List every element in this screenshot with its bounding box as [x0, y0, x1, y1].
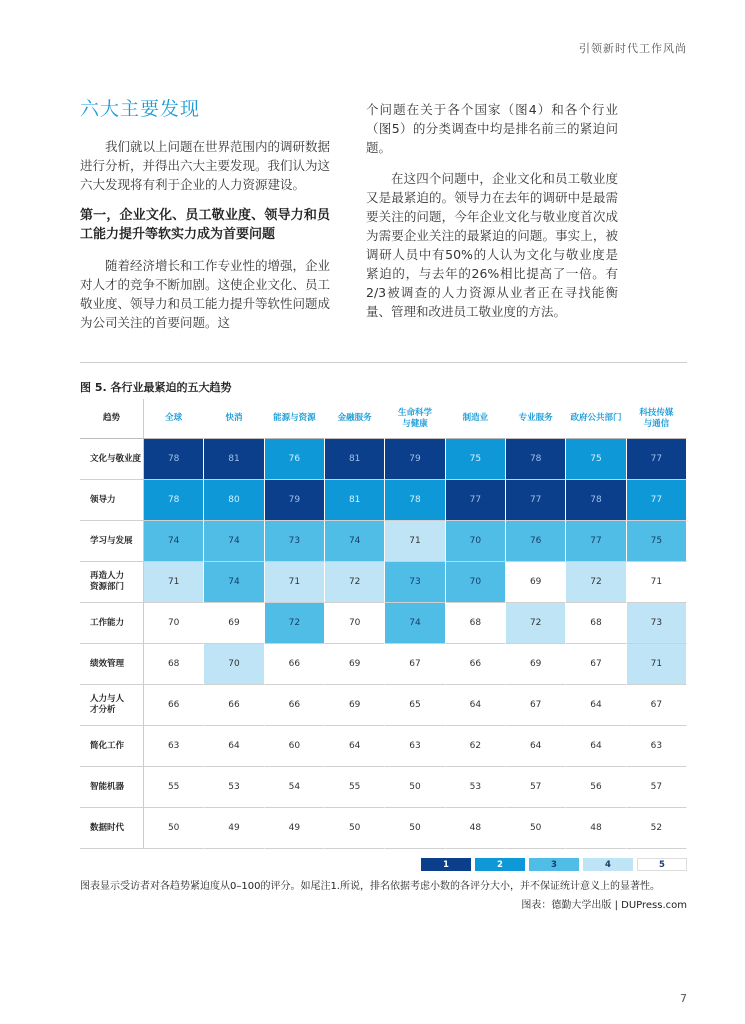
heatmap-cell: 55	[144, 767, 204, 808]
heatmap-cell: 79	[385, 439, 445, 480]
heatmap-cell: 60	[265, 726, 325, 767]
row-header: 领导力	[80, 480, 144, 521]
heatmap-cell: 67	[627, 685, 687, 726]
heatmap-cell: 75	[566, 439, 626, 480]
heatmap-cell: 50	[325, 808, 385, 849]
column-header: 政府公共部门	[566, 399, 626, 439]
heatmap-cell: 71	[144, 562, 204, 603]
right-paragraph-1: 个问题在关于各个国家（图4）和各个行业（图5）的分类调查中均是排名前三的紧迫问题。	[366, 102, 618, 155]
heatmap-cell: 81	[325, 480, 385, 521]
heatmap-cell: 70	[446, 562, 506, 603]
heatmap-cell: 69	[325, 644, 385, 685]
heatmap-cell: 74	[204, 562, 264, 603]
heatmap-cell: 73	[385, 562, 445, 603]
subheading: 第一，企业文化、员工敬业度、领导力和员工能力提升等软实力成为首要问题	[80, 208, 330, 242]
heatmap-cell: 56	[566, 767, 626, 808]
row-header: 学习与发展	[80, 521, 144, 562]
heatmap-cell: 75	[627, 521, 687, 562]
heatmap-cell: 64	[566, 726, 626, 767]
heatmap-cell: 57	[627, 767, 687, 808]
heatmap-cell: 64	[506, 726, 566, 767]
heatmap-cell: 65	[385, 685, 445, 726]
divider	[80, 362, 687, 363]
heatmap-cell: 52	[627, 808, 687, 849]
heatmap-cell: 78	[144, 439, 204, 480]
heatmap-cell: 71	[385, 521, 445, 562]
heatmap-table	[80, 399, 687, 849]
heatmap-cell: 70	[144, 603, 204, 644]
row-header: 绩效管理	[80, 644, 144, 685]
heatmap-cell: 68	[566, 603, 626, 644]
heatmap-cell: 81	[325, 439, 385, 480]
heatmap-cell: 50	[385, 808, 445, 849]
right-column	[366, 100, 618, 333]
heatmap-cell: 79	[265, 480, 325, 521]
heatmap-cell: 71	[627, 562, 687, 603]
column-header: 专业服务	[506, 399, 566, 439]
heatmap-cell: 76	[506, 521, 566, 562]
heatmap-cell: 66	[265, 685, 325, 726]
heatmap-cell: 81	[204, 439, 264, 480]
heatmap-cell: 68	[144, 644, 204, 685]
row-header: 工作能力	[80, 603, 144, 644]
left-paragraph-2: 随着经济增长和工作专业性的增强，企业对人才的竞争不断加剧。这使企业文化、员工敬业度、领导力和员工能力提升等软性问题成为公司关注的首要问题。这	[80, 258, 331, 330]
heatmap-cell: 78	[506, 439, 566, 480]
heatmap-cell: 62	[446, 726, 506, 767]
row-header: 智能机器	[80, 767, 144, 808]
heatmap-cell: 69	[506, 644, 566, 685]
legend-swatch: 2	[475, 858, 525, 871]
heatmap-cell: 48	[446, 808, 506, 849]
legend-swatch: 4	[583, 858, 633, 871]
heatmap-cell: 70	[325, 603, 385, 644]
heatmap-cell: 49	[265, 808, 325, 849]
heatmap-cell: 64	[325, 726, 385, 767]
heatmap-cell: 71	[627, 644, 687, 685]
heatmap-cell: 80	[204, 480, 264, 521]
running-header: 引领新时代工作风尚	[579, 42, 687, 55]
heatmap-cell: 73	[627, 603, 687, 644]
page-number: 7	[680, 992, 687, 1005]
heatmap-cell: 74	[204, 521, 264, 562]
column-header: 快消	[204, 399, 264, 439]
heatmap-cell: 67	[566, 644, 626, 685]
left-column	[80, 100, 330, 344]
heatmap-cell: 77	[627, 480, 687, 521]
row-header: 数据时代	[80, 808, 144, 849]
row-header: 简化工作	[80, 726, 144, 767]
heatmap-cell: 57	[506, 767, 566, 808]
heatmap-cell: 69	[204, 603, 264, 644]
legend-swatch: 1	[421, 858, 471, 871]
heatmap-cell: 75	[446, 439, 506, 480]
heatmap-cell: 78	[566, 480, 626, 521]
heatmap-cell: 68	[446, 603, 506, 644]
column-header: 生命科学 与健康	[385, 399, 445, 439]
heatmap-cell: 53	[204, 767, 264, 808]
heatmap-cell: 53	[446, 767, 506, 808]
heatmap-cell: 54	[265, 767, 325, 808]
row-header: 再造人力 资源部门	[80, 562, 144, 603]
heatmap-cell: 71	[265, 562, 325, 603]
left-paragraph-1: 我们就以上问题在世界范围内的调研数据进行分析，并得出六大主要发现。我们认为这六大发现将有利于企业的人力资源建设。	[80, 139, 331, 192]
figure-note: 图表显示受访者对各趋势紧迫度从0–100的评分。如尾注1.所说，排名依据考虑小数的各评分大小，并不保证统计意义上的显著性。	[80, 881, 660, 892]
heatmap-cell: 67	[385, 644, 445, 685]
heatmap-cell: 76	[265, 439, 325, 480]
right-paragraph-2: 在这四个问题中，企业文化和员工敬业度又是最紧迫的。领导力在去年的调研中是最需要关注的问题，今年企业文化与敬业度首次成为需要企业关注的最紧迫的问题。事实上，被调研人员中有50%的人认为文化与敬业度是紧迫的，与去年的26%相比提高了一倍。有2/3被调查的人力资源从业者正在寻找能衡量、管理和改进员工敬业度的方法。	[366, 171, 618, 319]
column-header: 能源与资源	[265, 399, 325, 439]
heatmap-cell: 72	[506, 603, 566, 644]
heatmap-cell: 77	[566, 521, 626, 562]
heatmap-cell: 49	[204, 808, 264, 849]
heatmap-cell: 77	[506, 480, 566, 521]
heatmap-cell: 48	[566, 808, 626, 849]
heatmap-cell: 70	[204, 644, 264, 685]
section-title: 六大主要发现	[80, 98, 201, 120]
heatmap-cell: 74	[385, 603, 445, 644]
legend-swatch: 3	[529, 858, 579, 871]
column-header: 全球	[144, 399, 204, 439]
corner-label: 趋势	[80, 399, 144, 439]
row-header: 文化与敬业度	[80, 439, 144, 480]
heatmap-cell: 72	[265, 603, 325, 644]
heatmap-cell: 69	[506, 562, 566, 603]
heatmap-cell: 50	[506, 808, 566, 849]
heatmap-cell: 64	[204, 726, 264, 767]
heatmap-cell: 77	[446, 480, 506, 521]
figure-source: 图表：德勤大学出版 | DUPress.com	[521, 900, 687, 911]
heatmap-cell: 55	[325, 767, 385, 808]
heatmap-cell: 72	[566, 562, 626, 603]
column-header: 科技传媒 与通信	[627, 399, 687, 439]
heatmap-cell: 70	[446, 521, 506, 562]
heatmap-cell: 72	[325, 562, 385, 603]
column-header: 金融服务	[325, 399, 385, 439]
heatmap-cell: 63	[385, 726, 445, 767]
heatmap-cell: 64	[566, 685, 626, 726]
heatmap-cell: 73	[265, 521, 325, 562]
legend-swatch: 5	[637, 858, 687, 871]
heatmap-cell: 74	[325, 521, 385, 562]
heatmap-cell: 66	[144, 685, 204, 726]
figure-title: 图 5. 各行业最紧迫的五大趋势	[80, 381, 232, 394]
heatmap-cell: 66	[446, 644, 506, 685]
heatmap-cell: 50	[144, 808, 204, 849]
heatmap-cell: 64	[446, 685, 506, 726]
heatmap-cell: 67	[506, 685, 566, 726]
row-header: 人力与人 才分析	[80, 685, 144, 726]
heatmap-cell: 66	[265, 644, 325, 685]
heatmap-cell: 50	[385, 767, 445, 808]
heatmap-cell: 63	[627, 726, 687, 767]
heatmap-cell: 78	[385, 480, 445, 521]
heatmap-cell: 69	[325, 685, 385, 726]
heatmap-cell: 66	[204, 685, 264, 726]
column-header: 制造业	[446, 399, 506, 439]
heatmap-cell: 78	[144, 480, 204, 521]
heatmap-cell: 63	[144, 726, 204, 767]
heatmap-cell: 74	[144, 521, 204, 562]
heatmap-cell: 77	[627, 439, 687, 480]
